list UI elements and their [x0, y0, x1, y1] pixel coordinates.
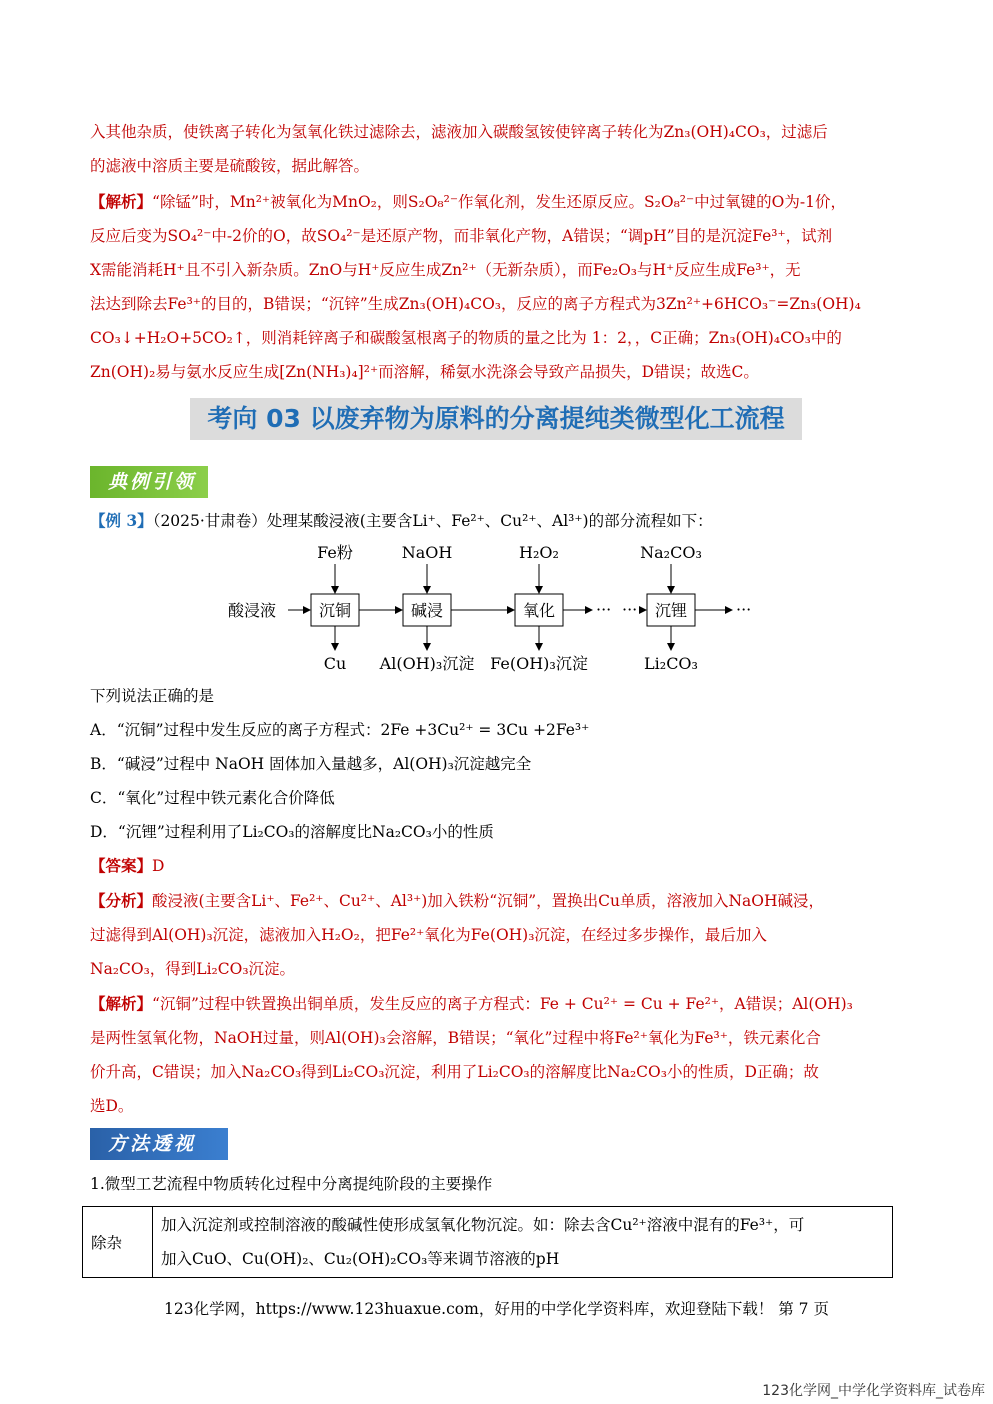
table-value-line: 加入CuO、Cu(OH)₂、Cu₂(OH)₂CO₃等来调节溶液的pH	[161, 1250, 560, 1268]
analysis-line: CO₃↓+H₂O+5CO₂↑，则消耗锌离子和碳酸氢根离子的物质的量之比为 1：2，，C正确；Zn₃(OH)₄CO₃中的	[90, 329, 842, 347]
option-b: B．“碱浸”过程中 NaOH 固体加入量越多，Al(OH)₃沉淀越完全	[90, 755, 532, 773]
page-footer: 123化学网，https://www.123huaxue.com，好用的中学化学资料库，欢迎登陆下载！ 第 7 页	[164, 1300, 829, 1318]
watermark-text: 123化学网_中学化学资料库_试卷库	[762, 1383, 985, 1399]
example-source: （2025·甘肃卷）处理某酸浸液(主要含Li⁺、Fe²⁺、Cu²⁺、Al³⁺)的部分流程如下：	[152, 512, 713, 530]
process-flow-diagram	[222, 538, 782, 678]
flow-dots: ···	[736, 600, 752, 619]
analysis-line	[90, 884, 912, 918]
example-line	[90, 509, 713, 533]
analysis-text: “除锰”时，Mn²⁺被氧化为MnO₂，则S₂O₈²⁻作氧化剂，发生还原反应。S₂O₈²⁻中过氧键的O为-1价，	[152, 193, 846, 211]
flow-box-label: 沉锂	[654, 601, 688, 620]
answer-label: 【答案】	[90, 856, 153, 875]
table-value-cell	[153, 1207, 893, 1278]
table-value-line: 加入沉淀剂或控制溶液的酸碱性使形成氢氧化物沉淀。如：除去含Cu²⁺溶液中混有的Fe³⁺，可	[161, 1216, 805, 1234]
analysis-line: X需能消耗H⁺且不引入新杂质。ZnO与H⁺反应生成Zn²⁺（无新杂质），而Fe₂O₃与H⁺反应生成Fe³⁺，无	[90, 261, 801, 279]
intro-line: 的滤液中溶质主要是硫酸铵，据此解答。	[90, 157, 370, 175]
flow-output-label: Al(OH)₃沉淀	[379, 654, 475, 673]
analysis-line: 价升高，C错误；加入Na₂CO₃得到Li₂CO₃沉淀，利用了Li₂CO₃的溶解度比Na₂CO₃小的性质，D正确；故	[90, 1063, 819, 1081]
flow-box-label: 沉铜	[318, 601, 352, 620]
analysis-line	[90, 185, 912, 219]
table-row	[83, 1207, 893, 1278]
analysis-line	[90, 987, 912, 1021]
flow-box-label: 氧化	[522, 601, 556, 620]
analysis-line: 过滤得到Al(OH)₃沉淀，滤液加入H₂O₂，把Fe²⁺氧化为Fe(OH)₃沉淀，在经过多步操作，最后加入	[90, 926, 767, 944]
option-a: A．“沉铜”过程中发生反应的离子方程式：2Fe +3Cu²⁺ = 3Cu +2Fe³⁺	[90, 721, 590, 739]
analysis-text: “沉铜”过程中铁置换出铜单质，发生反应的离子方程式：Fe + Cu²⁺ = Cu + Fe²⁺，A错误；Al(OH)₃	[152, 995, 853, 1013]
method-heading: 1.微型工艺流程中物质转化过程中分离提纯阶段的主要操作	[90, 1175, 493, 1193]
analysis-line: Na₂CO₃，得到Li₂CO₃沉淀。	[90, 960, 296, 978]
option-d: D．“沉锂”过程利用了Li₂CO₃的溶解度比Na₂CO₃小的性质	[90, 823, 494, 841]
intro-line: 入其他杂质，使铁离子转化为氢氧化铁过滤除去，滤液加入碳酸氢铵使锌离子转化为Zn₃(OH)₄CO₃，过滤后	[90, 123, 828, 141]
flow-output-label: Cu	[323, 654, 347, 673]
analysis-label: 【解析】	[90, 994, 153, 1013]
analysis-paragraph-2	[90, 884, 912, 986]
flow-input-label: Na₂CO₃	[640, 543, 702, 562]
answer-line	[90, 854, 164, 878]
example-label: 【例 3】	[90, 511, 153, 530]
flow-input-label: Fe粉	[317, 543, 353, 562]
analysis-line: 法达到除去Fe³⁺的目的，B错误；“沉锌”生成Zn₃(OH)₄CO₃，反应的离子方程式为3Zn²⁺+6HCO₃⁻=Zn₃(OH)₄	[90, 295, 861, 313]
method-table	[82, 1206, 893, 1278]
flow-start-label: 酸浸液	[228, 601, 277, 620]
answer-value: D	[152, 857, 165, 875]
section-title: 考向 03 以废弃物为原料的分离提纯类微型化工流程	[190, 398, 802, 440]
analysis-label: 【分析】	[90, 891, 153, 910]
flow-dots: ···	[596, 600, 612, 619]
flow-box-label: 碱浸	[410, 601, 444, 620]
table-key-cell: 除杂	[83, 1207, 153, 1278]
analysis-line: 选D。	[90, 1097, 134, 1115]
flow-input-label: NaOH	[401, 543, 453, 562]
intro-paragraph	[90, 115, 912, 183]
analysis-paragraph-3	[90, 987, 912, 1123]
example-tag: 典例引领	[90, 466, 208, 498]
option-c: C．“氧化”过程中铁元素化合价降低	[90, 789, 335, 807]
analysis-paragraph-1	[90, 185, 912, 389]
analysis-line: Zn(OH)₂易与氨水反应生成[Zn(NH₃)₄]²⁺而溶解，稀氨水洗涤会导致产品损失，D错误；故选C。	[90, 363, 759, 381]
flow-dots: ···	[622, 600, 638, 619]
analysis-text: 酸浸液(主要含Li⁺、Fe²⁺、Cu²⁺、Al³⁺)加入铁粉“沉铜”，置换出Cu单质，溶液加入NaOH碱浸，	[152, 892, 825, 910]
analysis-label: 【解析】	[90, 192, 153, 211]
method-tag: 方法透视	[90, 1128, 228, 1160]
flow-input-label: H₂O₂	[519, 543, 559, 562]
flow-output-label: Li₂CO₃	[644, 654, 698, 673]
analysis-line: 反应后变为SO₄²⁻中-2价的O，故SO₄²⁻是还原产物，而非氧化产物，A错误；“调pH”目的是沉淀Fe³⁺，试剂	[90, 227, 833, 245]
analysis-line: 是两性氢氧化物，NaOH过量，则Al(OH)₃会溶解，B错误；“氧化”过程中将Fe²⁺氧化为Fe³⁺，铁元素化合	[90, 1029, 821, 1047]
question-text: 下列说法正确的是	[90, 687, 215, 705]
flow-output-label: Fe(OH)₃沉淀	[490, 654, 588, 673]
